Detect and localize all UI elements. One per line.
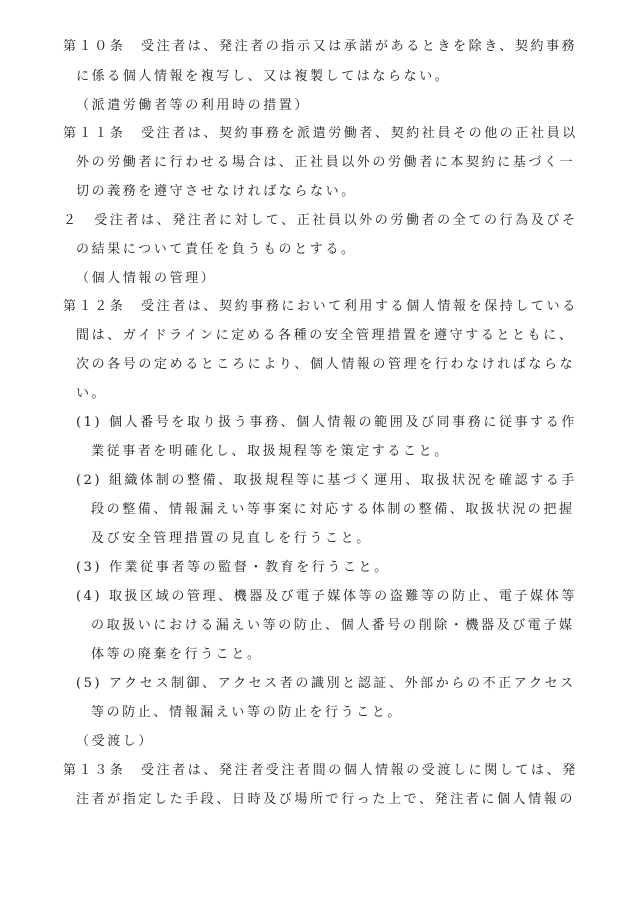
article-13-line-2: 注者が指定した手段、日時及び場所で行った上で、発注者に個人情報の	[76, 792, 575, 807]
article-11-line-3: 切の義務を遵守させなければならない。	[76, 184, 357, 199]
item-4-line-1: (4) 取扱区域の管理、機器及び電子媒体等の盗難等の防止、電子媒体等	[76, 589, 577, 604]
article-12-line-3: 次の各号の定めるところにより、個人情報の管理を行わなければならな	[76, 357, 576, 372]
item-1-line-1: (1) 個人番号を取り扱う事務、個人情報の範囲及び同事務に従事する作	[76, 415, 577, 430]
item-2-line-1: (2) 組織体制の整備、取扱規程等に基づく運用、取扱状況を確認する手	[76, 473, 577, 488]
item-3-line-1: (3) 作業従事者等の監督・教育を行うこと。	[76, 560, 390, 575]
item-2-line-2: 段の整備、情報漏えい等事案に対応する体制の整備、取扱状況の把握	[91, 502, 575, 517]
article-12-line-2: 間は、ガイドラインに定める各種の安全管理措置を遵守するとともに、	[76, 328, 575, 343]
article-11-heading: （派遣労働者等の利用時の措置）	[76, 98, 311, 113]
item-4-line-2: の取扱いにおける漏えい等の防止、個人番号の削除・機器及び電子媒	[91, 618, 575, 633]
item-2-line-3: 及び安全管理措置の見直しを行うこと。	[91, 531, 372, 546]
item-5-line-1: (5) アクセス制御、アクセス者の識別と認証、外部からの不正アクセス	[76, 676, 576, 691]
article-13-line-1: 第１３条 受注者は、発注者受注者間の個人情報の受渡しに関しては、発	[63, 763, 578, 778]
article-11-para-2-line-1: ２ 受注者は、発注者に対して、正社員以外の労働者の全ての行為及びそ	[63, 213, 578, 228]
item-4-line-3: 体等の廃棄を行うこと。	[91, 647, 263, 662]
article-11-para-2-line-2: の結果について責任を負うものとする。	[76, 242, 357, 257]
article-11-line-1: 第１１条 受注者は、契約事務を派遣労働者、契約社員その他の正社員以	[63, 126, 578, 141]
article-11-line-2: 外の労働者に行わせる場合は、正社員以外の労働者に本契約に基づく一	[76, 155, 576, 170]
article-10-line-2: に係る個人情報を複写し、又は複製してはならない。	[76, 69, 451, 84]
article-12-heading: （個人情報の管理）	[76, 271, 217, 286]
article-10-line-1: 第１０条 受注者は、発注者の指示又は承諾があるときを除き、契約事務	[63, 39, 578, 54]
item-1-line-2: 業従事者を明確化し、取扱規程等を策定すること。	[91, 444, 450, 459]
article-12-line-1: 第１２条 受注者は、契約事務において利用する個人情報を保持している	[63, 299, 578, 314]
item-5-line-2: 等の防止、情報漏えい等の防止を行うこと。	[91, 705, 404, 720]
article-13-heading: （受渡し）	[76, 734, 155, 749]
article-12-line-4: い。	[76, 386, 108, 401]
